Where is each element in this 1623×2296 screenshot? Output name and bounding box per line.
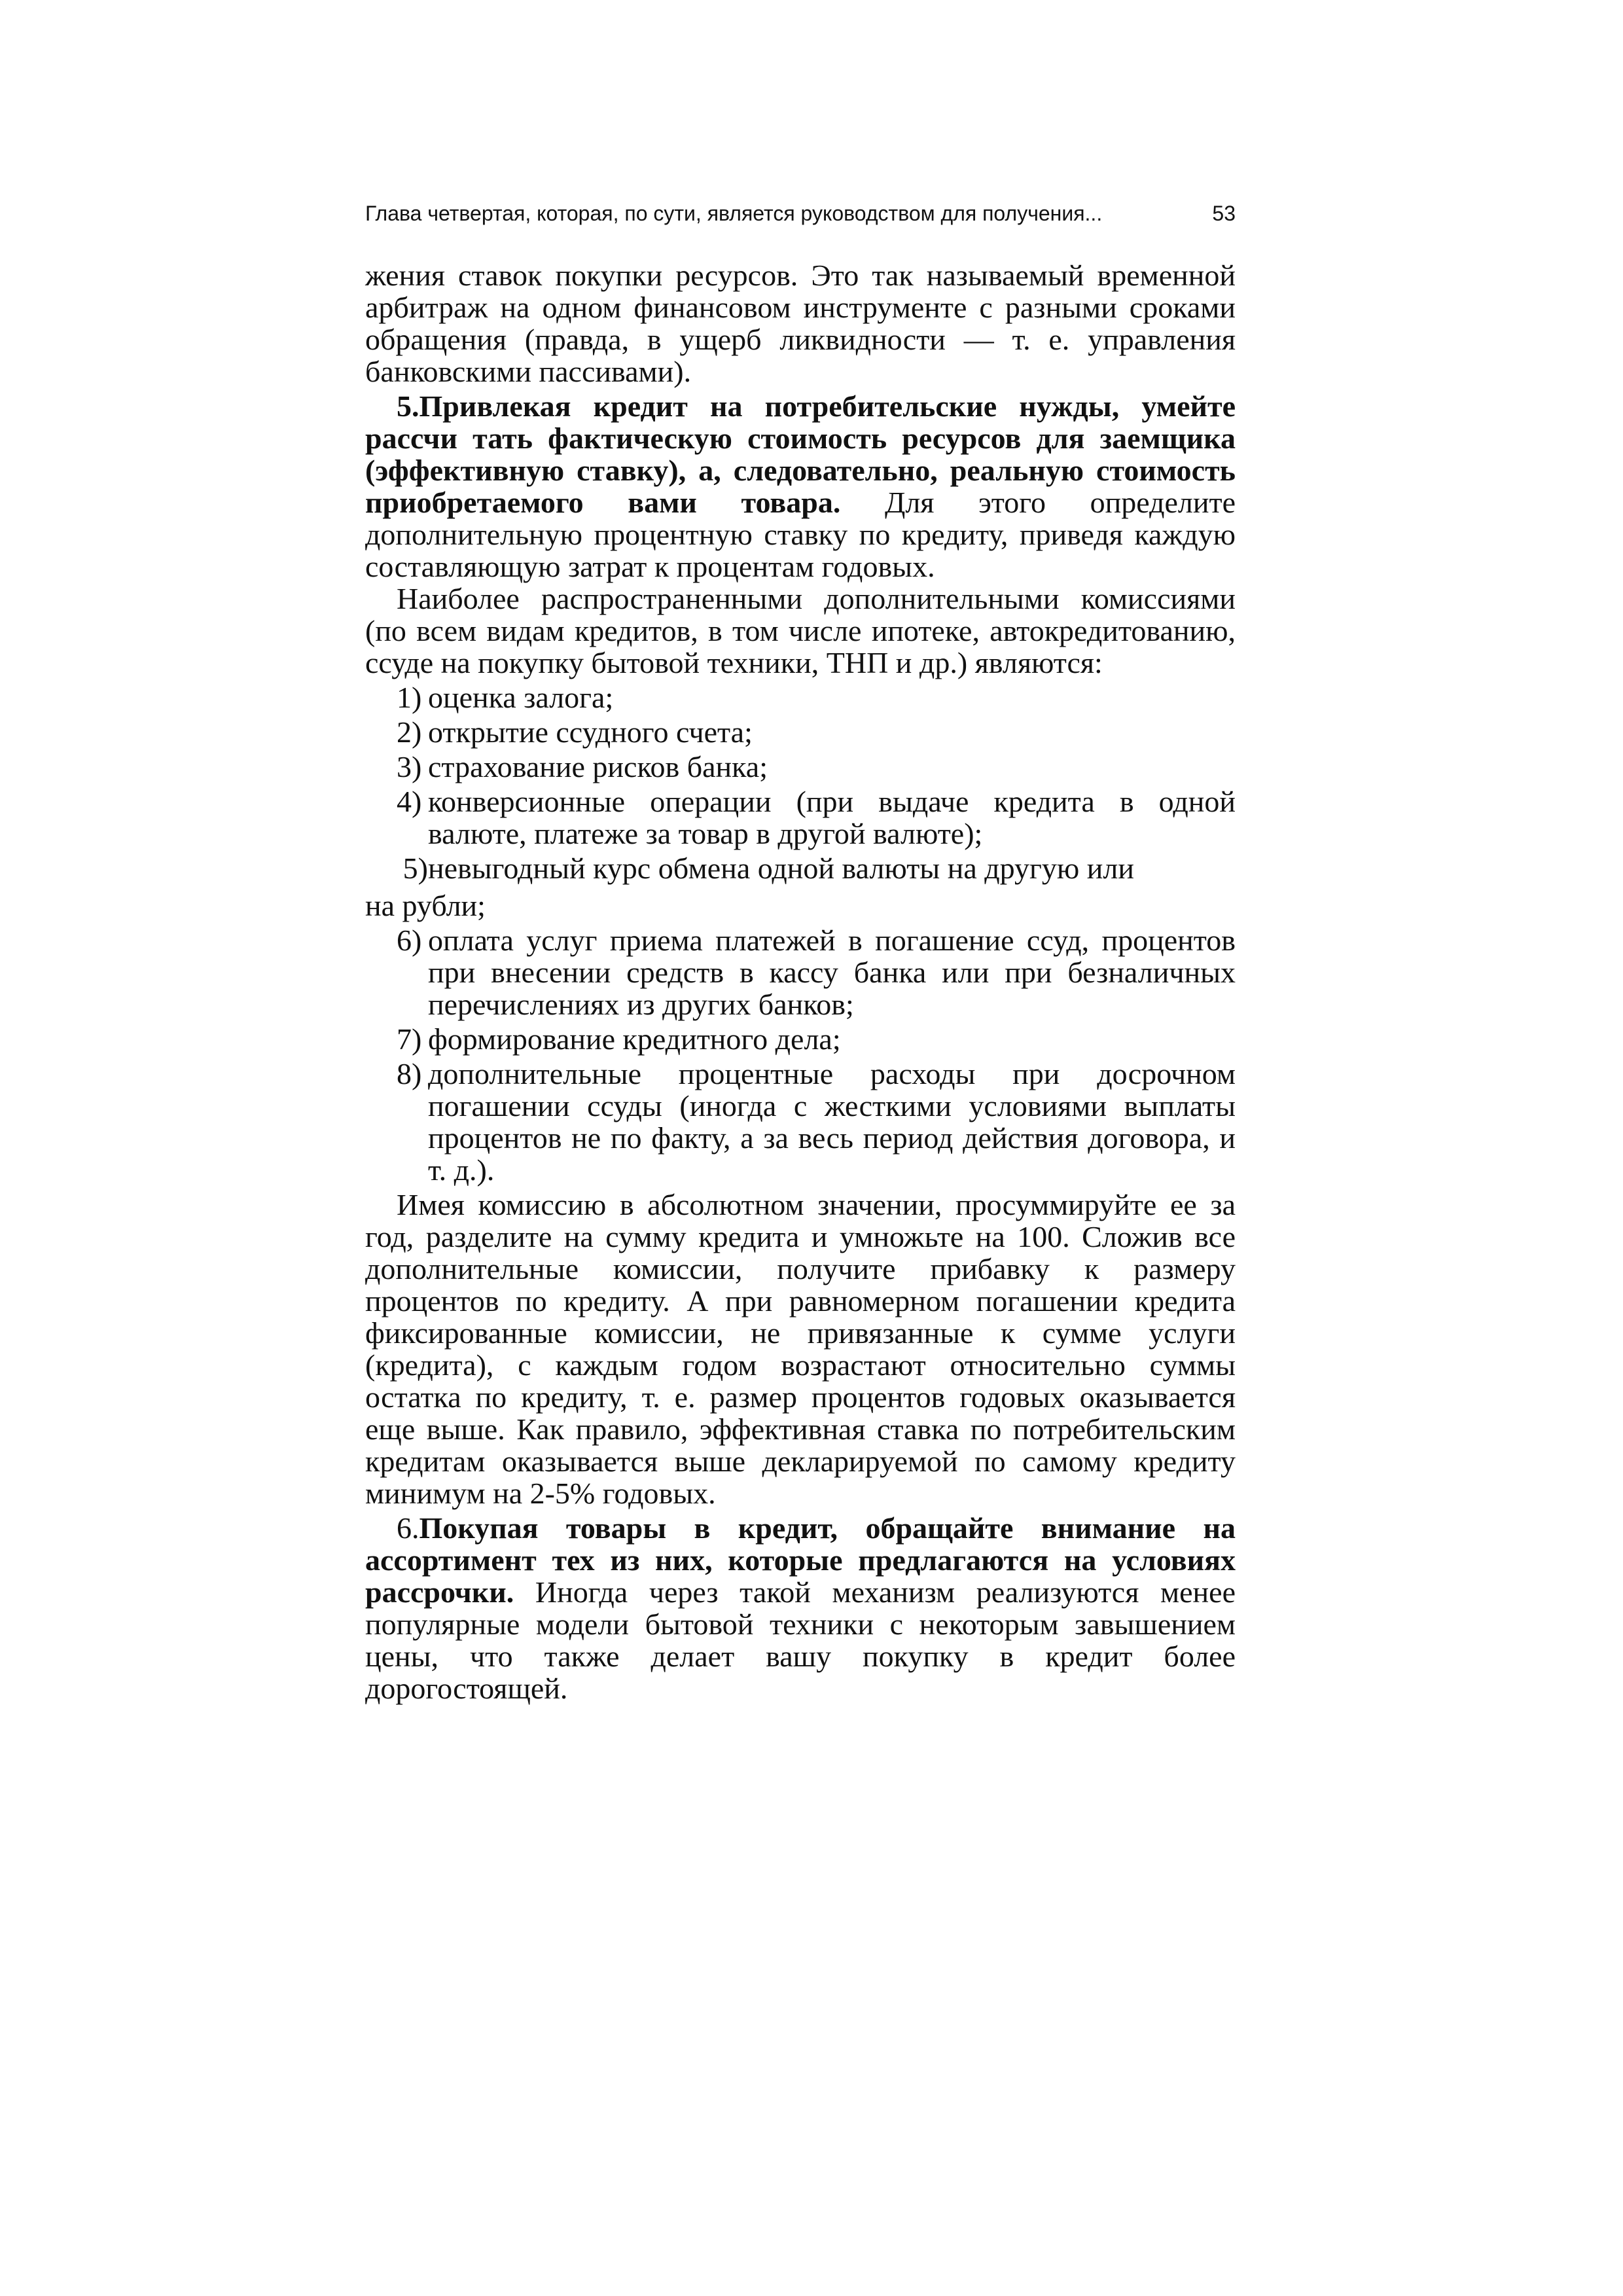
page-number: 53 xyxy=(1212,202,1236,225)
list-item-text: дополнительные процентные расходы при досрочном погашении ссуды (иногда с жесткими условиями выплаты процентов не по факту, а за весь период действия договора, и т. д.). xyxy=(428,1057,1236,1187)
running-header xyxy=(365,194,1236,233)
list-item-text: конверсионные операции (при выдаче кредита в одной валюте, платеже за товар в другой валюте); xyxy=(428,785,1236,850)
paragraph-item-6 xyxy=(365,1512,1236,1704)
list-item xyxy=(365,924,1236,1020)
list-marker: 3) xyxy=(397,750,422,783)
list-marker: 7) xyxy=(397,1022,422,1056)
list-marker: 5) xyxy=(402,852,428,885)
paragraph-item-5 xyxy=(365,390,1236,583)
list-item-text: оплата услуг приема платежей в погашение ссуд, процентов при внесении средств в кассу банка или при безналичных перечислениях из других банков; xyxy=(428,924,1236,1021)
list-item-first-line xyxy=(365,852,1236,884)
list-item-text: страхование рисков банка; xyxy=(428,750,768,783)
list-item xyxy=(365,751,1236,783)
list-item-text: формирование кредитного дела; xyxy=(428,1022,841,1056)
item-5-number: 5. xyxy=(397,389,419,423)
list-item-continuation: на рубли; xyxy=(365,889,486,922)
commissions-list xyxy=(365,681,1236,1186)
item-5-heading: Привлекая кредит на потребительские нужды, умейте рассчи тать фактическую стоимость ресурсов для заемщика (эффективную ставку), а, следовательно, реальную стоимость приобретаемого вами товара. xyxy=(365,389,1236,519)
list-marker: 8) xyxy=(397,1057,422,1090)
chapter-title: Глава четвертая, которая, по сути, является руководством для получения... xyxy=(365,202,1103,225)
list-marker: 4) xyxy=(397,785,422,818)
page-body xyxy=(365,259,1236,1704)
list-marker: 6) xyxy=(397,924,422,957)
list-item xyxy=(365,1058,1236,1186)
item-6-heading: Покупая товары в кредит, обращайте внимание на ассортимент тех из них, которые предлагаются на условиях рассрочки. xyxy=(365,1511,1236,1609)
paragraph-continuation: жения ставок покупки ресурсов. Это так называемый временной арбитраж на одном финансовом инструменте с разными сроками обращения (правда, в ущерб ликвидности — т. е. управления банковскими пассивами). xyxy=(365,259,1236,388)
list-item xyxy=(365,716,1236,748)
item-6-text: Иногда через такой механизм реализуются менее популярные модели бытовой техники с некоторым завышением цены, что также делает вашу покупку в кредит более дорогостоящей. xyxy=(365,1575,1236,1705)
list-item xyxy=(365,681,1236,713)
item-5-text: Для этого определите дополнительную процентную ставку по кредиту, приведя каждую составляющую затрат к процентам годовых. xyxy=(365,486,1236,583)
list-marker: 2) xyxy=(397,715,422,749)
list-item-text: открытие ссудного счета; xyxy=(428,715,753,749)
paragraph-effective-rate: Имея комиссию в абсолютном значении, просуммируйте ее за год, разделите на сумму кредита и умножьте на 100. Сложив все дополнительные комиссии, получите прибавку к размеру процентов по кредиту. А при равномерном погашении кредита фиксированные комиссии, не привязанные к сумме услуги (кредита), с каждым годом возрастают относительно суммы остатка по кредиту, т. е. размер процентов годовых оказывается еще выше. Как правило, эффективная ставка по потребительским кредитам оказывается выше декларируемой по самому кредиту минимум на 2-5% годовых. xyxy=(365,1188,1236,1510)
item-6-number: 6. xyxy=(397,1511,419,1545)
list-item xyxy=(365,852,1236,922)
list-marker: 1) xyxy=(397,681,422,714)
list-item-text: оценка залога; xyxy=(428,681,614,714)
list-item xyxy=(365,785,1236,850)
list-item xyxy=(365,1023,1236,1055)
paragraph-commissions-intro: Наиболее распространенными дополнительными комиссиями (по всем видам кредитов, в том числе ипотеке, автокредитованию, ссуде на покупку бытовой техники, ТНП и др.) являются: xyxy=(365,582,1236,679)
list-item-text: невыгодный курс обмена одной валюты на другую или xyxy=(428,852,1134,885)
